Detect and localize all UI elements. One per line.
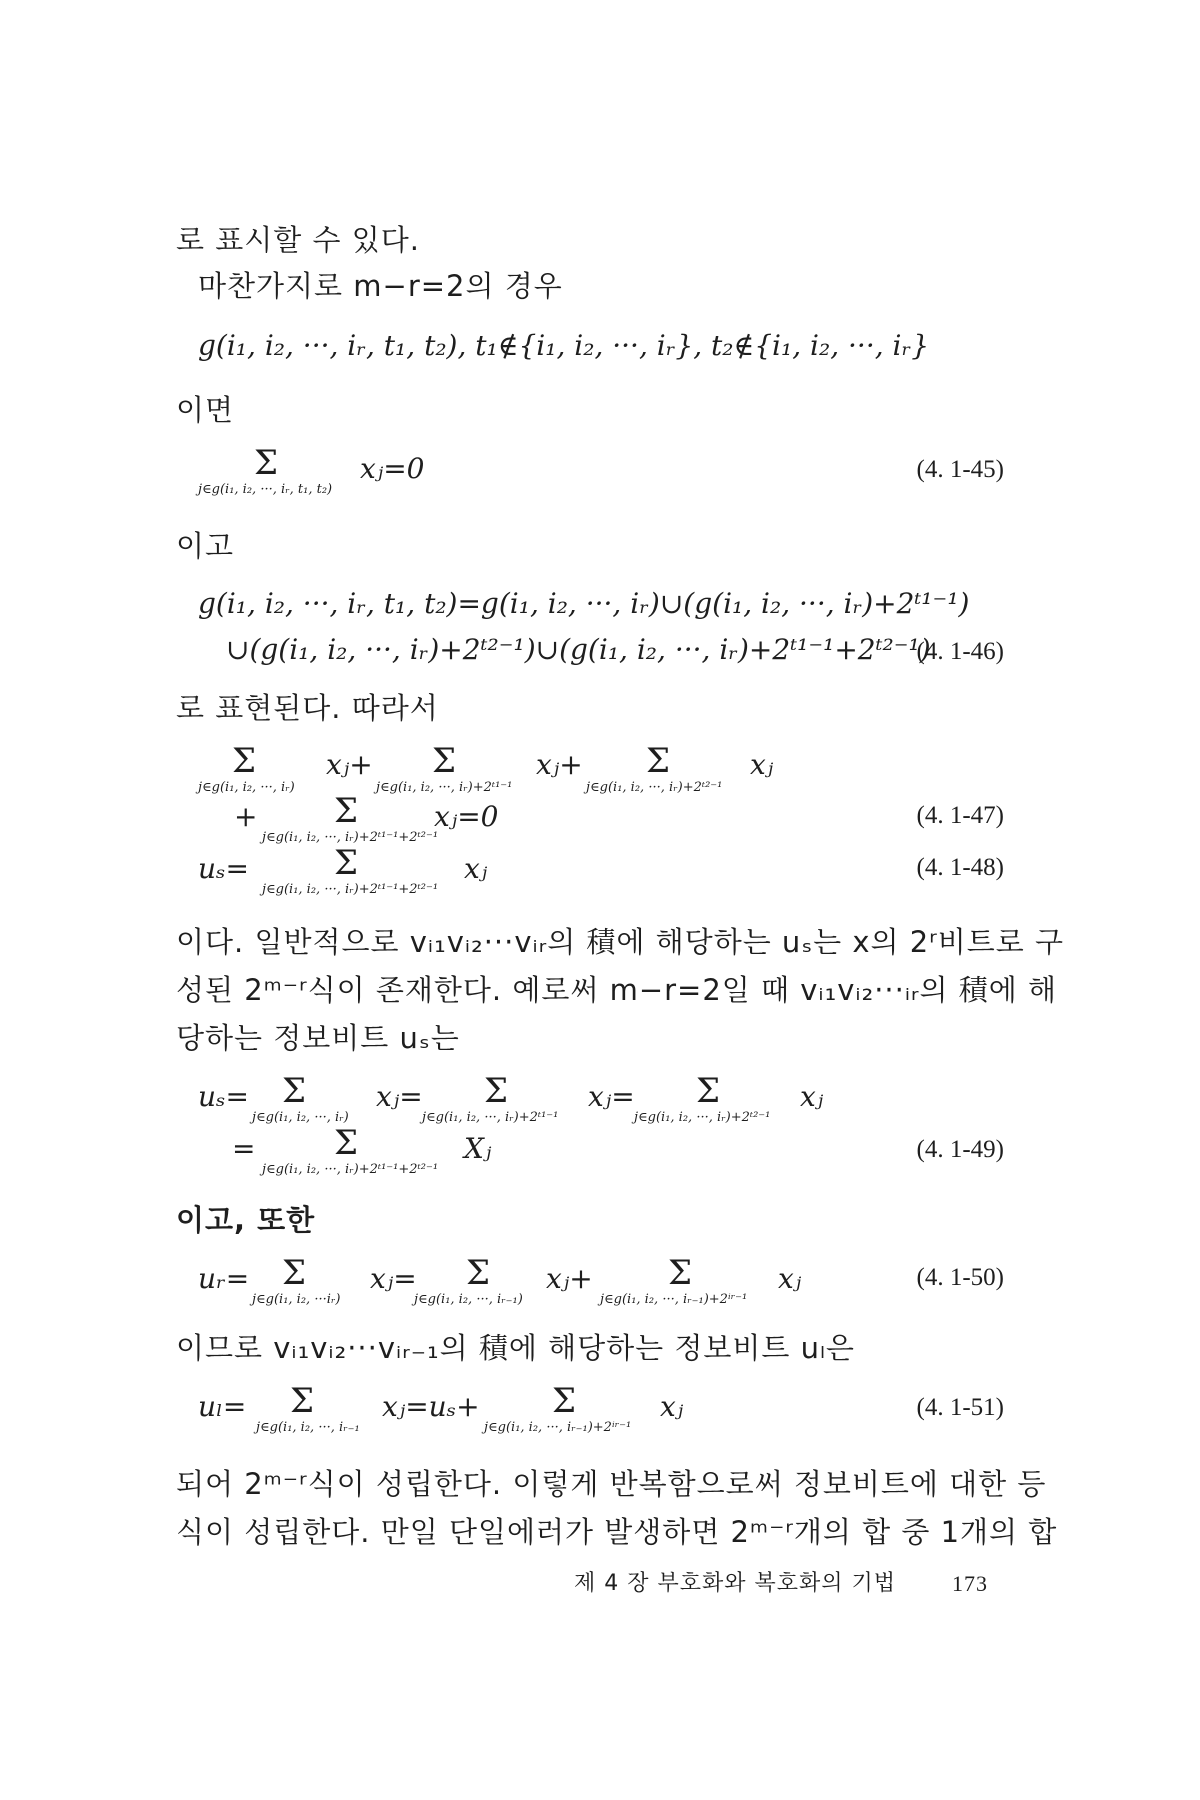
paragraph-line: 식이 성립한다. 만일 단일에러가 발생하면 2ᵐ⁻ʳ개의 합 중 1개의 합 bbox=[176, 1515, 1058, 1549]
equation-4-1-46-line2: ∪(g(i₁, i₂, ···, iᵣ)+2ᵗ²⁻¹)∪(g(i₁, i₂, ···, iᵣ)+2ᵗ¹⁻¹+2ᵗ²⁻¹) bbox=[226, 633, 931, 666]
sum-symbol: Σ bbox=[668, 1253, 693, 1293]
sum-symbol: Σ bbox=[334, 791, 359, 831]
equation-term: xⱼ= bbox=[370, 1262, 417, 1295]
sum-index: j∈g(i₁, i₂, ···, iᵣ) bbox=[198, 780, 295, 795]
paragraph-line: 성된 2ᵐ⁻ʳ식이 존재한다. 예로써 m−r=2일 때 vᵢ₁vᵢ₂···ᵢᵣ의 積에 해 bbox=[176, 973, 1058, 1007]
sum-symbol: Σ bbox=[254, 443, 279, 483]
equation-term: xⱼ=0 bbox=[360, 452, 425, 485]
sum-index: j∈g(i₁, i₂, ···, iᵣ₋₁)+2ⁱʳ⁻¹ bbox=[600, 1292, 748, 1307]
sum-index: j∈g(i₁, i₂, ···, iᵣ)+2ᵗ²⁻¹ bbox=[586, 780, 723, 795]
sum-symbol: Σ bbox=[334, 1123, 359, 1163]
sum-index: j∈g(i₁, i₂, ···, iᵣ, t₁, t₂) bbox=[198, 482, 333, 497]
text-line: 이고 bbox=[176, 529, 235, 563]
equation-term: xⱼ+ bbox=[546, 1262, 593, 1295]
equation-term: uₗ= bbox=[198, 1390, 247, 1423]
paragraph-line: 되어 2ᵐ⁻ʳ식이 성립한다. 이렇게 반복함으로써 정보비트에 대한 등 bbox=[176, 1467, 1047, 1501]
sum-index: j∈g(i₁, i₂, ···, iᵣ)+2ᵗ¹⁻¹+2ᵗ²⁻¹ bbox=[262, 830, 439, 845]
equation-number: (4. 1-50) bbox=[916, 1264, 1004, 1291]
equation-term: xⱼ bbox=[800, 1080, 824, 1113]
sum-symbol: Σ bbox=[646, 741, 671, 781]
equation-4-1-46-line1: g(i₁, i₂, ···, iᵣ, t₁, t₂)=g(i₁, i₂, ···, iᵣ)∪(g(i₁, i₂, ···, iᵣ)+2ᵗ¹⁻¹) bbox=[198, 587, 970, 620]
sum-symbol: Σ bbox=[432, 741, 457, 781]
equation-number: (4. 1-48) bbox=[916, 854, 1004, 881]
set-expression: g(i₁, i₂, ···, iᵣ, t₁, t₂), t₁∉{i₁, i₂, ···, iᵣ}, t₂∉{i₁, i₂, ···, iᵣ} bbox=[198, 329, 930, 362]
text-line: 이면 bbox=[176, 393, 235, 427]
sum-index: j∈g(i₁, i₂, ···iᵣ) bbox=[252, 1292, 341, 1307]
sum-index: j∈g(i₁, i₂, ···, iᵣ) bbox=[252, 1110, 349, 1125]
sum-index: j∈g(i₁, i₂, ···, iᵣ₋₁)+2ⁱʳ⁻¹ bbox=[484, 1420, 632, 1435]
equation-term: = bbox=[232, 1132, 256, 1165]
sum-symbol: Σ bbox=[484, 1071, 509, 1111]
equation-term: Xⱼ bbox=[464, 1132, 492, 1165]
equation-term: xⱼ=uₛ+ bbox=[382, 1390, 480, 1423]
text-line: 이고, 또한 bbox=[176, 1203, 316, 1237]
page-number: 173 bbox=[952, 1571, 988, 1596]
paragraph-line: 이다. 일반적으로 vᵢ₁vᵢ₂···vᵢᵣ의 積에 해당하는 uₛ는 x의 2ʳ비트로 구 bbox=[176, 925, 1064, 959]
sum-index: j∈g(i₁, i₂, ···, iᵣ)+2ᵗ²⁻¹ bbox=[634, 1110, 771, 1125]
text-line: 로 표현된다. 따라서 bbox=[176, 691, 439, 725]
sum-index: j∈g(i₁, i₂, ···, iᵣ)+2ᵗ¹⁻¹ bbox=[422, 1110, 559, 1125]
text-line: 로 표시할 수 있다. bbox=[176, 223, 420, 257]
running-footer: 제 4 장 부호화와 복호화의 기법 bbox=[574, 1571, 896, 1596]
equation-term: xⱼ+ bbox=[326, 748, 373, 781]
equation-term: xⱼ bbox=[464, 852, 488, 885]
sum-symbol: Σ bbox=[466, 1253, 491, 1293]
text-line: 마찬가지로 m−r=2의 경우 bbox=[198, 269, 563, 303]
equation-term: xⱼ bbox=[750, 748, 774, 781]
sum-symbol: Σ bbox=[696, 1071, 721, 1111]
equation-term: xⱼ+ bbox=[536, 748, 583, 781]
equation-term: xⱼ= bbox=[376, 1080, 423, 1113]
sum-symbol: Σ bbox=[334, 843, 359, 883]
sum-symbol: Σ bbox=[290, 1381, 315, 1421]
equation-term: xⱼ bbox=[778, 1262, 802, 1295]
equation-term: xⱼ= bbox=[588, 1080, 635, 1113]
sum-symbol: Σ bbox=[282, 1071, 307, 1111]
sum-index: j∈g(i₁, i₂, ···, iᵣ)+2ᵗ¹⁻¹ bbox=[376, 780, 513, 795]
equation-number: (4. 1-51) bbox=[916, 1394, 1004, 1421]
equation-number: (4. 1-46) bbox=[916, 638, 1004, 665]
equation-term: uᵣ= bbox=[198, 1262, 250, 1295]
sum-symbol: Σ bbox=[282, 1253, 307, 1293]
equation-number: (4. 1-49) bbox=[916, 1136, 1004, 1163]
text-line: 이므로 vᵢ₁vᵢ₂···vᵢᵣ₋₁의 積에 해당하는 정보비트 uₗ은 bbox=[176, 1331, 855, 1365]
sum-index: j∈g(i₁, i₂, ···, iᵣ₋₁ bbox=[256, 1420, 360, 1435]
sum-index: j∈g(i₁, i₂, ···, iᵣ)+2ᵗ¹⁻¹+2ᵗ²⁻¹ bbox=[262, 1162, 439, 1177]
equation-term: uₛ= bbox=[198, 852, 249, 885]
equation-term: uₛ= bbox=[198, 1080, 249, 1113]
equation-term: + bbox=[234, 800, 258, 833]
sum-symbol: Σ bbox=[552, 1381, 577, 1421]
sum-index: j∈g(i₁, i₂, ···, iᵣ₋₁) bbox=[414, 1292, 523, 1307]
sum-index: j∈g(i₁, i₂, ···, iᵣ)+2ᵗ¹⁻¹+2ᵗ²⁻¹ bbox=[262, 882, 439, 897]
equation-term: xⱼ bbox=[660, 1390, 684, 1423]
equation-number: (4. 1-47) bbox=[916, 802, 1004, 829]
sum-symbol: Σ bbox=[232, 741, 257, 781]
equation-number: (4. 1-45) bbox=[916, 456, 1004, 483]
equation-term: xⱼ=0 bbox=[434, 800, 499, 833]
paragraph-line: 당하는 정보비트 uₛ는 bbox=[176, 1021, 460, 1055]
